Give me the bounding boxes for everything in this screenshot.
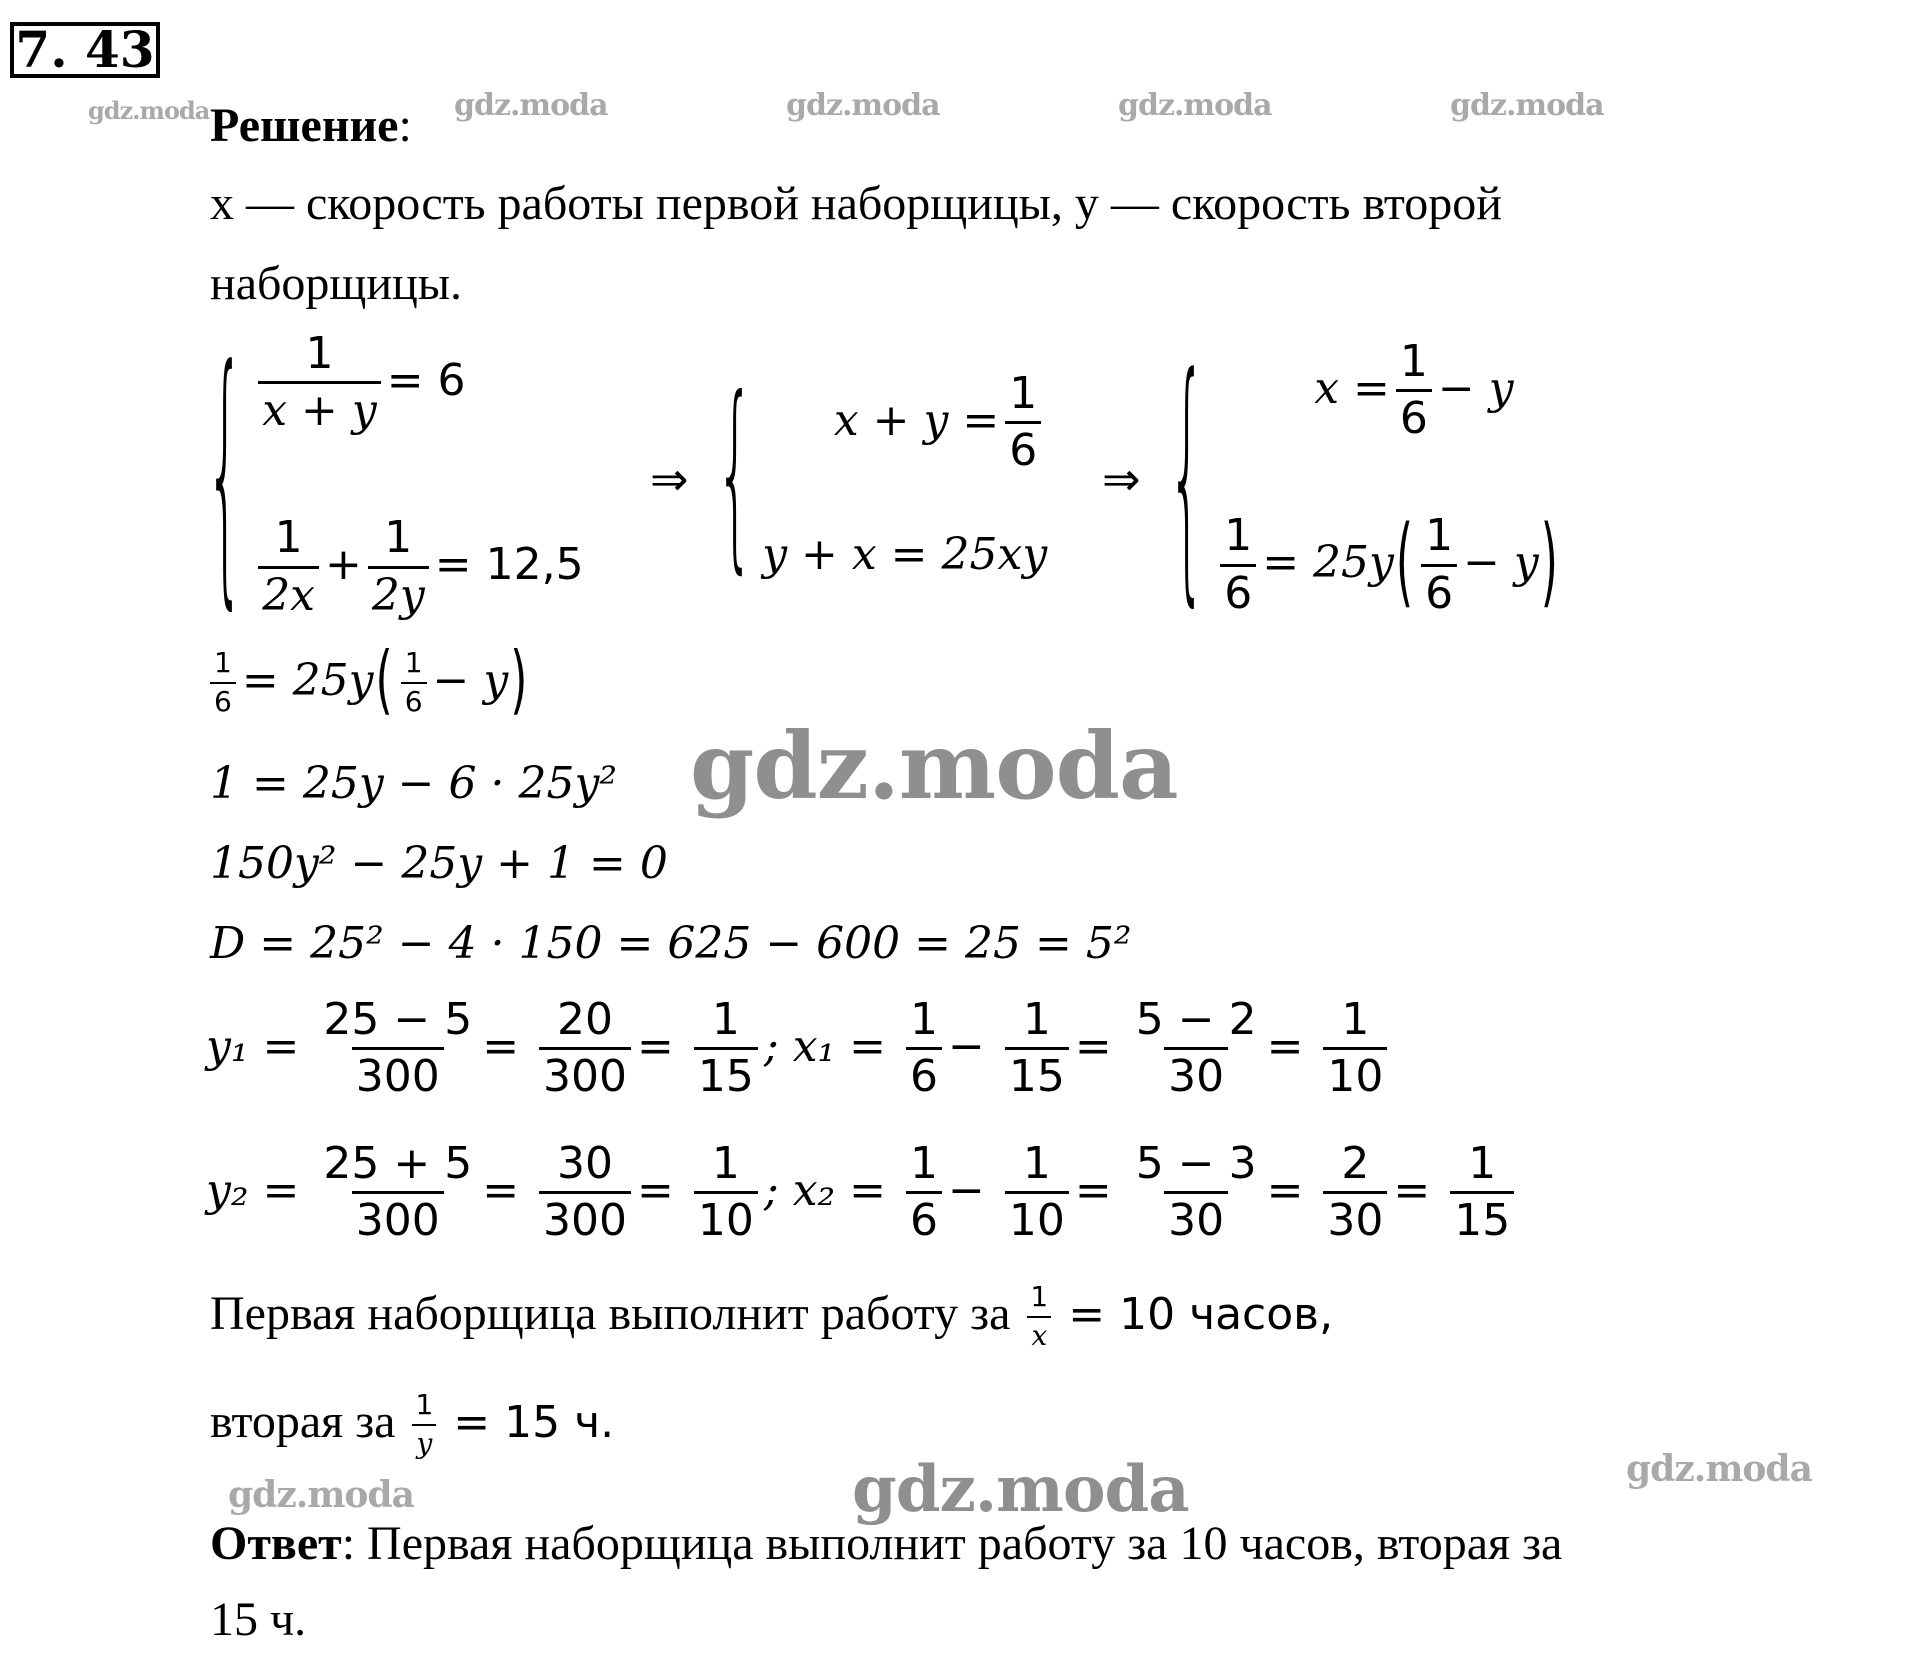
solution-label: Решение bbox=[210, 99, 399, 152]
problem-number: 7. 43 bbox=[10, 22, 160, 78]
answer-line-1: Ответ: Первая наборщица выполнит работу за 10 часов, вторая за bbox=[210, 1517, 1563, 1570]
watermark: gdz.moda bbox=[454, 88, 608, 123]
system1-eq1: $\frac{1}{x + y}$ = 6 bbox=[252, 330, 583, 436]
system3-eq2: $\frac{1}{6}$ = 25y( $\frac{1}{6}$ − y) bbox=[1214, 512, 1560, 618]
watermark-medium: gdz.moda bbox=[852, 1452, 1189, 1527]
watermark: gdz.moda bbox=[1626, 1448, 1812, 1490]
implies-arrow-2: ⇒ bbox=[1102, 452, 1141, 506]
equation-line-c: 150y² − 25y + 1 = 0 bbox=[210, 838, 668, 889]
watermark: gdz.moda bbox=[228, 1474, 414, 1516]
watermark: gdz.moda bbox=[1450, 88, 1604, 123]
system3-eq1: x = $\frac{1}{6}$ − y bbox=[1314, 336, 1514, 445]
watermark: gdz.moda bbox=[88, 96, 210, 125]
watermark: gdz.moda bbox=[1118, 88, 1272, 123]
system-brace: { bbox=[716, 356, 755, 594]
equation-system-1 bbox=[206, 314, 584, 636]
conclusion-line-1: Первая наборщица выполнит работу за $\frac{1}{x}$ = 10 часов, bbox=[210, 1280, 1334, 1352]
implies-arrow-1: ⇒ bbox=[650, 452, 689, 506]
equation-system-2 bbox=[716, 356, 1048, 594]
equation-system-3 bbox=[1168, 324, 1560, 632]
root-y2-line: y₂ = $\frac{25 + 5}{300}$ = $\frac{30}{300}$ = $\frac{1}{10}$ ; x₂ = $\frac{1}{6}$ − $\frac{1}{10}$ = $\frac{5 - 3}{30}$ = $\frac{2}{30}$ = $\frac{1}{15}$ bbox=[206, 1140, 1520, 1246]
system1-eq2: $\frac{1}{2x}$ + $\frac{1}{2y}$ = 12,5 bbox=[252, 514, 583, 620]
equation-line-a: $\frac{1}{6}$ = 25y( $\frac{1}{6}$ − y) bbox=[210, 648, 529, 718]
system2-eq1: x + y = $\frac{1}{6}$ bbox=[834, 370, 1047, 476]
system-brace: { bbox=[206, 314, 245, 636]
watermark-large: gdz.moda bbox=[690, 712, 1178, 820]
system2-eq2: y + x = 25xy bbox=[762, 529, 1048, 580]
equation-line-b: 1 = 25y − 6 · 25y² bbox=[210, 758, 617, 809]
system-brace: { bbox=[1168, 324, 1207, 632]
conclusion-line-2: вторая за $\frac{1}{y}$ = 15 ч. bbox=[210, 1388, 615, 1460]
answer-label: Ответ bbox=[210, 1517, 342, 1570]
intro-line-2: наборщицы. bbox=[210, 257, 462, 310]
answer-line-2: 15 ч. bbox=[210, 1593, 307, 1646]
solution-heading: Решение: bbox=[210, 99, 412, 152]
intro-line-1: x — скорость работы первой наборщицы, y — скорость второй bbox=[210, 177, 1502, 230]
watermark: gdz.moda bbox=[786, 88, 940, 123]
discriminant-line: D = 25² − 4 · 150 = 625 − 600 = 25 = 5² bbox=[210, 918, 1132, 969]
root-y1-line: y₁ = $\frac{25 - 5}{300}$ = $\frac{20}{300}$ = $\frac{1}{15}$ ; x₁ = $\frac{1}{6}$ − $\frac{1}{15}$ = $\frac{5 - 2}{30}$ = $\frac{1}{10}$ bbox=[206, 996, 1393, 1102]
